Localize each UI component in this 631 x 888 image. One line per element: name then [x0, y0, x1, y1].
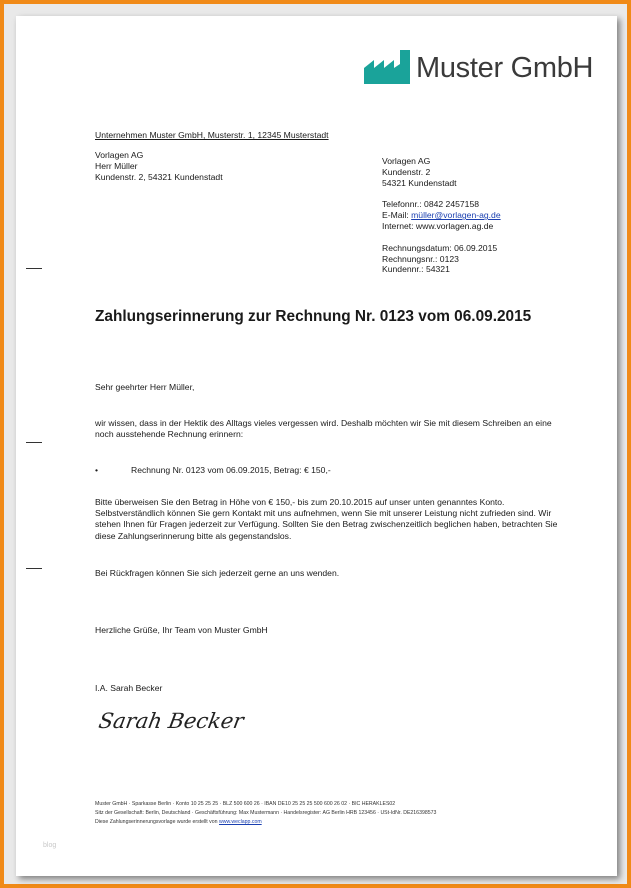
email-link[interactable]: müller@vorlagen-ag.de: [411, 210, 501, 221]
recipient-person: Herr Müller: [95, 161, 138, 171]
weclapp-link[interactable]: www.weclapp.com: [219, 819, 262, 825]
info-internet: Internet: www.vorlagen.ag.de: [382, 220, 494, 231]
closing: Herzliche Grüße, Ihr Team von Muster GmbH: [95, 625, 268, 635]
footer-credit-line: [95, 818, 436, 827]
document-frame: [4, 4, 627, 884]
recipient-street: Kundenstr. 2, 54321 Kundenstadt: [95, 172, 223, 182]
paragraph-intro: wir wissen, dass in der Hektik des Alltags vieles vergessen wird. Deshalb möchten wir Sie mit diesem Schreiben an eine noch ausstehende Rechnung erinnern:: [95, 418, 552, 440]
bullet-text: Rechnung Nr. 0123 vom 06.09.2015, Betrag: € 150,-: [131, 465, 331, 475]
invoice-bullet: [95, 465, 331, 475]
factory-icon: [364, 50, 412, 84]
recipient-company: Vorlagen AG: [95, 150, 144, 160]
company-logo: [364, 46, 604, 90]
fold-mark: [26, 268, 42, 269]
info-block: [382, 156, 501, 275]
signatory: I.A. Sarah Becker: [95, 683, 163, 693]
footer-company-line: Sitz der Gesellschaft: Berlin, Deutschland · Geschäftsführung: Max Mustermann · Handelsregister: AG Berlin HRB 123456 · USt-IdNr. DE216398573: [95, 810, 437, 816]
handwritten-signature: [96, 704, 266, 736]
signature-text: Sarah Becker: [96, 708, 246, 733]
punch-mark: [26, 442, 42, 443]
salutation: Sehr geehrter Herr Müller,: [95, 382, 195, 392]
recipient-address: [95, 150, 223, 183]
info-invoice-date: Rechnungsdatum: 06.09.2015: [382, 242, 498, 253]
info-invoice-number: Rechnungsnr.: 0123: [382, 253, 459, 264]
info-email-label: E-Mail:: [382, 210, 412, 221]
paragraph-questions: Bei Rückfragen können Sie sich jederzeit gerne an uns wenden.: [95, 568, 340, 578]
footer-bank-line: Muster GmbH · Sparkasse Berlin · Konto 10 25 25 25 · BLZ 500 600 26 · IBAN DE10 25 25 25 500 600 26 02 · BIC HERAKLES02: [95, 801, 396, 807]
info-street: Kundenstr. 2: [382, 166, 431, 177]
letter-subject: Zahlungserinnerung zur Rechnung Nr. 0123 vom 06.09.2015: [95, 308, 532, 325]
info-customer-number: Kundennr.: 54321: [382, 264, 450, 275]
letter-footer: [95, 800, 436, 827]
fold-mark: [26, 568, 42, 569]
bullet-symbol: •: [95, 465, 99, 475]
letter-page: [16, 16, 617, 876]
info-company: Vorlagen AG: [382, 156, 431, 166]
watermark: blog: [43, 842, 57, 849]
sender-address-line: Unternehmen Muster GmbH, Musterstr. 1, 12345 Musterstadt: [95, 130, 329, 140]
info-email-row: [382, 210, 501, 221]
info-city: 54321 Kundenstadt: [382, 177, 457, 188]
footer-credit-text: Diese Zahlungserinnerungsvorlage wurde erstellt von: [95, 819, 219, 825]
info-phone: Telefonnr.: 0842 2457158: [382, 199, 480, 210]
paragraph-payment: Bitte überweisen Sie den Betrag in Höhe von € 150,- bis zum 20.10.2015 auf unser unten genanntes Konto. Selbstverständlich können Sie gern Kontakt mit uns aufnehmen, wenn Sie mit unserer Leistung nicht zufrieden sind. Wir stehen Ihnen für Fragen jederzeit zur Verfügung. Sollten Sie den Betrag zwischenzeitlich beglichen haben, betrachten Sie diese Zahlungserinnerung bitte als gegenstandslos.: [95, 497, 558, 541]
company-logo-text: Muster GmbH: [416, 52, 594, 84]
